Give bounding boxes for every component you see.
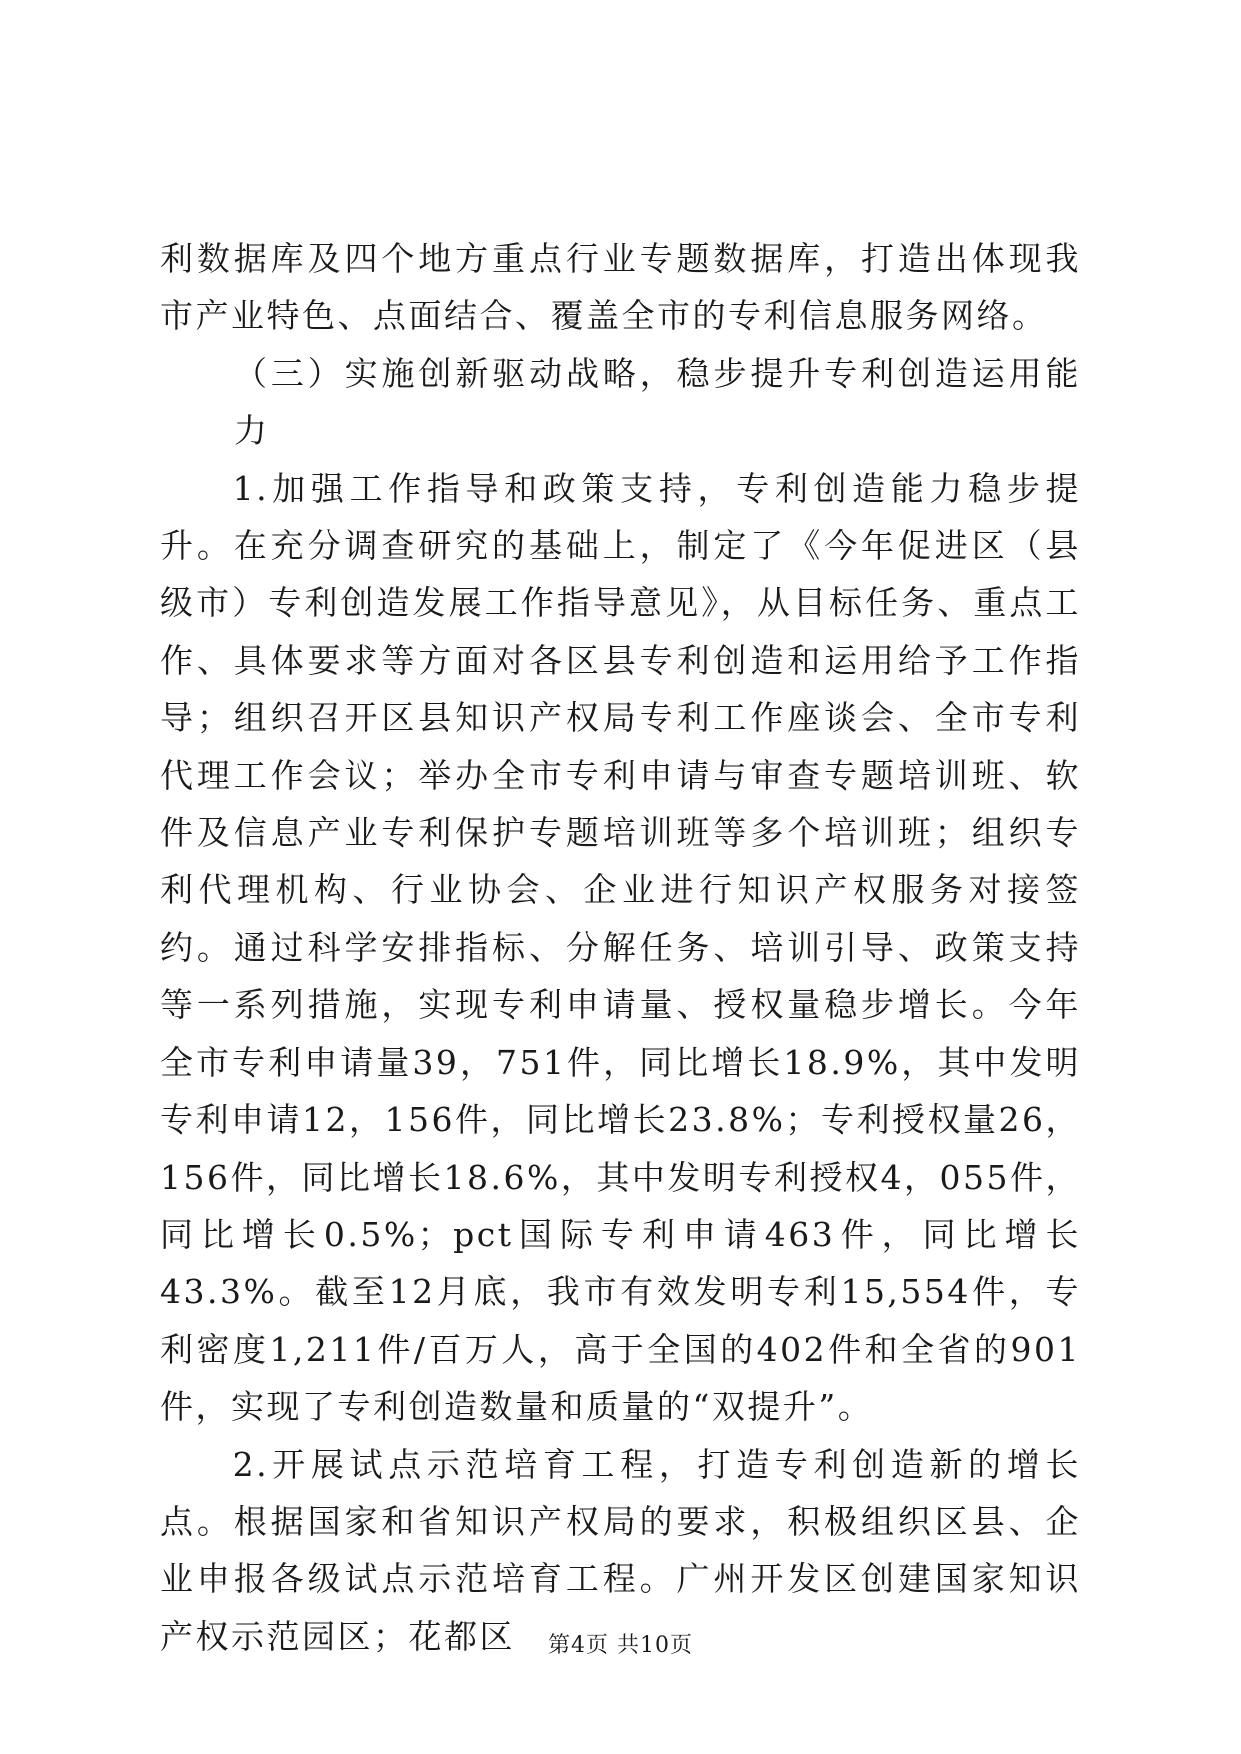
paragraph-item-1: 1.加强工作指导和政策支持，专利创造能力稳步提升。在充分调查研究的基础上，制定了《今年促进区（县级市）专利创造发展工作指导意见》，从目标任务、重点工作、具体要求等方面对各区县专利创造和运用给予工作指导；组织召开区县知识产权局专利工作座谈会、全市专利代理工作会议；举办全市专利申请与审查专题培训班、软件及信息产业专利保护专题培训班等多个培训班；组织专利代理机构、行业协会、企业进行知识产权服务对接签约。通过科学安排指标、分解任务、培训引导、政策支持等一系列措施，实现专利申请量、授权量稳步增长。今年全市专利申请量39，751件，同比增长18.9%，其中发明专利申请12，156件，同比增长23.8%；专利授权量26，156件，同比增长18.6%，其中发明专利授权4，055件，同比增长0.5%；pct国际专利申请463件，同比增长43.3%。截至12月底，我市有效发明专利15,554件，专利密度1,211件/百万人，高于全国的402件和全省的901件，实现了专利创造数量和质量的“双提升”。 — [160, 468, 1081, 1427]
paragraph-continuation: 利数据库及四个地方重点行业专题数据库，打造出体现我市产业特色、点面结合、覆盖全市的专利信息服务网络。 — [160, 239, 1081, 336]
document-body — [160, 230, 1081, 1665]
page-footer: 第4页 共10页 — [548, 1633, 693, 1658]
section-heading: （三）实施创新驱动战略，稳步提升专利创造运用能力 — [234, 353, 1081, 451]
paragraph-item-2: 2.开展试点示范培育工程，打造专利创造新的增长点。根据国家和省知识产权局的要求，积极组织区县、企业申报各级试点示范培育工程。广州开发区创建国家知识产权示范园区；花都区 — [160, 1444, 1081, 1656]
